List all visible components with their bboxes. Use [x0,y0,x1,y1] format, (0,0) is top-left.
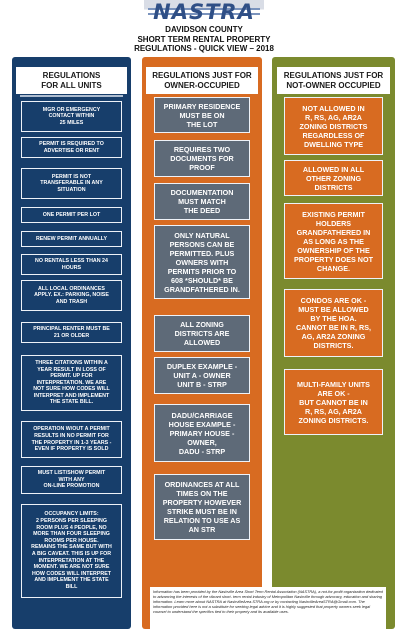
column-heading-owner-occupied [146,67,258,94]
column-heading-all-units [16,67,127,94]
rule-item: MULTI-FAMILY UNITS ARE OK - BUT CANNOT BE IN R, RS, AG, AR2A ZONING DISTRICTS. [284,369,383,435]
rule-item: ALL ZONING DISTRICTS ARE ALLOWED [154,315,250,352]
rule-item: ORDINANCES AT ALL TIMES ON THE PROPERTY HOWEVER STRIKE MUST BE IN RELATION TO USE AS AN STR [154,474,250,540]
rule-item: NO RENTALS LESS THAN 24 HOURS [21,254,122,275]
rule-item: MGR OR EMERGENCY CONTACT WITHIN 25 MILES [21,101,122,132]
rule-item: PERMIT IS NOT TRANSFERABLE IN ANY SITUATION [21,168,122,199]
header-line-2: SHORT TERM RENTAL PROPERTY [137,34,271,44]
rule-item: DADU/CARRIAGE HOUSE EXAMPLE - PRIMARY HOUSE - OWNER, DADU - STRP [154,404,250,462]
column-owner-occupied [142,57,262,629]
column-all-units [12,57,131,629]
rule-item: OCCUPANCY LIMITS: 2 PERSONS PER SLEEPING ROOM PLUS 4 PEOPLE, NO MORE THAN FOUR SLEEPING ROOMS PER HOUSE. REMAINS THE SAME BUT WITH A BIG CAVEAT. THIS IS UP FOR INTERPRETATION AT THE MOMENT. WE ARE NOT SURE HOW CODES WILL INTERPRET AND IMPLEMENT THE STATE BILL [21,504,122,598]
rule-item: ONE PERMIT PER LOT [21,207,122,223]
column-heading-non-owner-occupied [277,67,390,94]
rule-item: MUST LIST/SHOW PERMIT WITH ANY ON-LINE PROMOTION [21,466,122,494]
rule-item: PERMIT IS REQUIRED TO ADVERTISE OR RENT [21,137,122,158]
nastra-logo [144,0,264,24]
column-heading-text: REGULATIONS JUST FOR NOT-OWNER OCCUPIED [283,70,384,90]
rule-item: THREE CITATIONS WITHIN A YEAR RESULT IN LOSS OF PERMIT. UP FOR INTERPRETATION. WE ARE NOT SURE HOW CODES WILL INTERPRET AND IMPLEMENT THE STATE BILL. [21,355,122,411]
divider [20,95,123,97]
rule-item: ALL LOCAL ORDINANCES APPLY. EX.: PARKING, NOISE AND TRASH [21,280,122,311]
rule-item: OPERATION W/OUT A PERMIT RESULTS IN NO PERMIT FOR THE PROPERTY IN 1-3 YEARS - EVEN IF PROPERTY IS SOLD [21,421,122,458]
rule-item: CONDOS ARE OK - MUST BE ALLOWED BY THE HOA. CANNOT BE IN R, RS, AG, AR2A ZONING DISTRICTS. [284,289,383,357]
rule-item: ALLOWED IN ALL OTHER ZONING DISTRICTS [284,160,383,196]
column-heading-text: REGULATIONS FOR ALL UNITS [41,70,102,90]
info-disclaimer: Information has been provided by the Nashville Area Short Term Rental Association (NASTRA), a not-for-profit organization dedicated to advancing the interests of the vibrant short- term rental industry of Metropolitan Nashville through advocacy, education and sharing information. Learn more about NASTRA at NashvilleArea.STRA.org or by contacting NashvilleAreaSTRA@Gmail.com. The information provided here is not a substitute for seeking legal advice and it is highly suggested that property owners seek legal counsel to understand the specifics tied to their property and its available uses. [150,587,386,629]
rule-item: PRINCIPAL RENTER MUST BE 21 OR OLDER [21,322,122,343]
rule-item: DUPLEX EXAMPLE - UNIT A - OWNER UNIT B - STRP [154,357,250,394]
rule-item: DOCUMENTATION MUST MATCH THE DEED [154,183,250,220]
rule-item: PRIMARY RESIDENCE MUST BE ON THE LOT [154,97,250,133]
rule-item: RENEW PERMIT ANNUALLY [21,231,122,247]
rule-item: ONLY NATURAL PERSONS CAN BE PERMITTED. PLUS OWNERS WITH PERMITS PRIOR TO 608 *SHOULD* BE GRANDFATHERED IN. [154,225,250,299]
page-header [0,25,408,54]
logo-text: NASTRA [153,0,255,24]
header-line-3: REGULATIONS - QUICK VIEW – 2018 [134,44,274,53]
rule-item: NOT ALLOWED IN R, RS, AG, AR2A ZONING DISTRICTS REGARDLESS OF DWELLING TYPE [284,97,383,155]
column-non-owner-occupied [272,57,395,629]
column-heading-text: REGULATIONS JUST FOR OWNER-OCCUPIED [152,70,252,90]
rule-item: REQUIRES TWO DOCUMENTS FOR PROOF [154,140,250,177]
rule-item: EXISTING PERMIT HOLDERS GRANDFATHERED IN AS LONG AS THE OWNERSHIP OF THE PROPERTY DOES NOT CHANGE. [284,203,383,279]
header-line-1: DAVIDSON COUNTY [165,25,243,34]
